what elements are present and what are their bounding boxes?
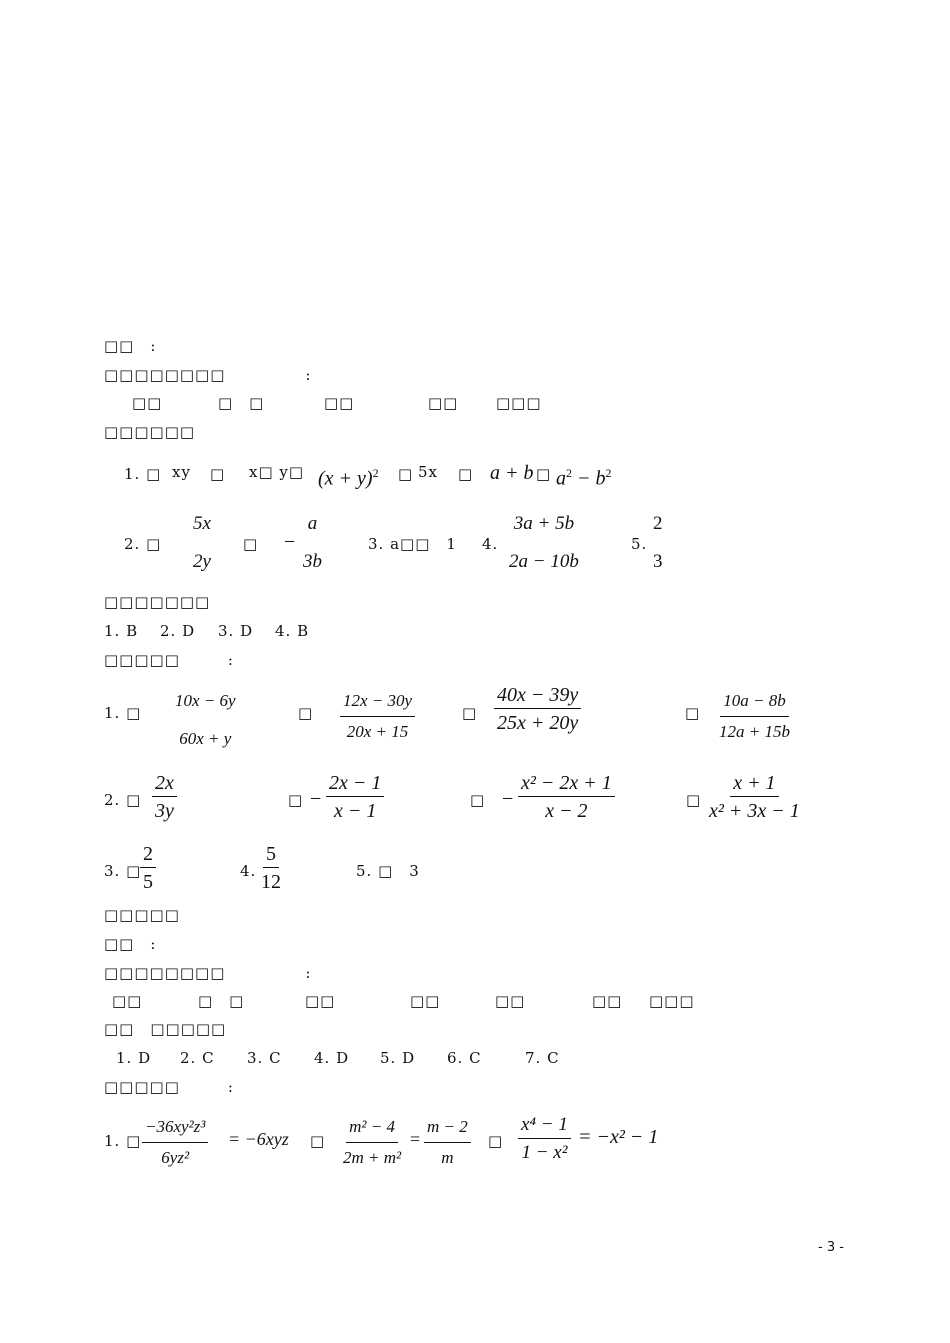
- fraction: 3a + 5b 2a − 10b: [509, 513, 579, 572]
- fraction: $\frac{\text{x⁴ − 1}}{\text{1 − x²}}$: [518, 1114, 571, 1164]
- r2-box: □: [288, 791, 304, 809]
- q3-answer: 3. a□□ 1: [368, 535, 457, 553]
- subheading-4: □□□□□ :: [104, 651, 234, 669]
- e1-box: □: [310, 1132, 326, 1150]
- fraction: $\frac{10a - 8b}{12a + 15b}$: [719, 691, 790, 741]
- r1-box: □: [298, 704, 314, 722]
- box-item: □□: [410, 992, 441, 1010]
- choice-answer: 3. C: [247, 1049, 282, 1067]
- section-heading: □□ :: [104, 935, 157, 953]
- q5-label: 5.: [631, 535, 648, 553]
- q1-term: $a^2 - b^2$: [556, 466, 612, 490]
- choice-answer: 7. C: [525, 1049, 560, 1067]
- fraction: $\frac{40x - 39y}{25x + 20y}$: [494, 684, 581, 734]
- box-item: □□: [324, 394, 355, 412]
- page-number: - 3 -: [818, 1240, 844, 1255]
- subheading-1: □□□□□□□□ :: [104, 964, 312, 982]
- q1-box: □: [536, 465, 552, 483]
- choice-answer: 5. D: [380, 1049, 416, 1067]
- choice-answer: 4. D: [314, 1049, 350, 1067]
- q4-label: 4.: [482, 535, 499, 553]
- fraction: $\frac{x + 1}{\text{x² + 3x − 1}}$: [709, 772, 800, 822]
- choice-answer: 6. C: [447, 1049, 482, 1067]
- fraction: 5x 2y: [193, 513, 211, 572]
- fraction: $\frac{2x}{3y}$: [152, 772, 177, 822]
- box-item: □□: [112, 992, 143, 1010]
- choice-answer: 1. B: [104, 622, 139, 640]
- box-item: □□□: [649, 992, 695, 1010]
- fraction: $\frac{m - 2}{m}$: [424, 1116, 471, 1169]
- minus-sign: −: [502, 788, 514, 810]
- fraction: $\frac{2}{5}$: [140, 843, 156, 893]
- fraction: $\frac{2x - 1}{x - 1}$: [326, 772, 384, 822]
- minus-sign: −: [310, 788, 322, 810]
- fraction: $\frac{\text{x² − 2x + 1}}{x - 2}$: [518, 772, 615, 822]
- box-item: □□: [592, 992, 623, 1010]
- box-item: □ □: [198, 992, 245, 1010]
- r2-label: 2. □: [104, 791, 142, 809]
- equation-result: = −x² − 1: [578, 1126, 659, 1148]
- subheading-3: □□□□□ :: [104, 1078, 234, 1096]
- minus-sign: −: [284, 531, 296, 553]
- subheading-1: □□□□□□□□ :: [104, 366, 312, 384]
- r1-label: 1. □: [104, 704, 142, 722]
- box-item: □□: [428, 394, 459, 412]
- q1-box: □: [210, 465, 226, 483]
- box-item: □□□: [496, 394, 542, 412]
- fraction: $\frac{12x - 30y}{20x + 15}$: [340, 690, 415, 743]
- fraction: $\frac{5}{12}$: [261, 843, 281, 893]
- subheading-2: □□□□□□: [104, 423, 196, 441]
- r1-box: □: [462, 704, 478, 722]
- section-title: □□□□□: [104, 906, 180, 924]
- fraction: a 3b: [303, 513, 322, 572]
- choice-answer: 2. D: [160, 622, 196, 640]
- q1-box: □: [458, 465, 474, 483]
- q2-box: □: [243, 535, 259, 553]
- q2-label: 2. □: [124, 535, 162, 553]
- subheading-2: □□ □□□□□: [104, 1020, 227, 1038]
- q1-label: 1. □: [124, 465, 162, 483]
- r2-box: □: [470, 791, 486, 809]
- choice-answer: 3. D: [218, 622, 254, 640]
- r3-label: 3. □: [104, 862, 142, 880]
- box-item: □□: [305, 992, 336, 1010]
- box-item: □□: [132, 394, 163, 412]
- q1-term: a + b: [490, 462, 534, 484]
- equation-result: = −6xyz: [228, 1129, 289, 1149]
- section-heading: □□ :: [104, 337, 157, 355]
- fraction: 2 3: [653, 513, 663, 572]
- fraction: $\frac{\text{−36xy²z³}}{\text{6yz²}}$: [142, 1116, 208, 1169]
- choice-answer: 2. C: [180, 1049, 215, 1067]
- q1-term: xy: [172, 463, 191, 481]
- q1-term: x□ y□: [249, 463, 305, 481]
- r2-box: □: [686, 791, 702, 809]
- subheading-3: □□□□□□□: [104, 593, 211, 611]
- e1-box: □: [488, 1132, 504, 1150]
- r3-q4-label: 4.: [240, 862, 257, 880]
- box-item: □ □: [218, 394, 265, 412]
- q1-box: □: [398, 465, 414, 483]
- equals-sign: =: [410, 1129, 421, 1149]
- e1-label: 1. □: [104, 1132, 142, 1150]
- fraction: 10x − 6y 60x + y: [175, 691, 236, 748]
- box-item: □□: [495, 992, 526, 1010]
- choice-answer: 4. B: [275, 622, 310, 640]
- choice-answer: 1. D: [116, 1049, 152, 1067]
- r1-box: □: [685, 704, 701, 722]
- r3-q5: 5. □ 3: [356, 862, 420, 880]
- q1-term: 5x: [418, 463, 439, 481]
- fraction: $\frac{\text{m² − 4}}{\text{2m + m²}}$: [343, 1117, 402, 1167]
- q1-term: $(x + y)^2$: [318, 466, 379, 490]
